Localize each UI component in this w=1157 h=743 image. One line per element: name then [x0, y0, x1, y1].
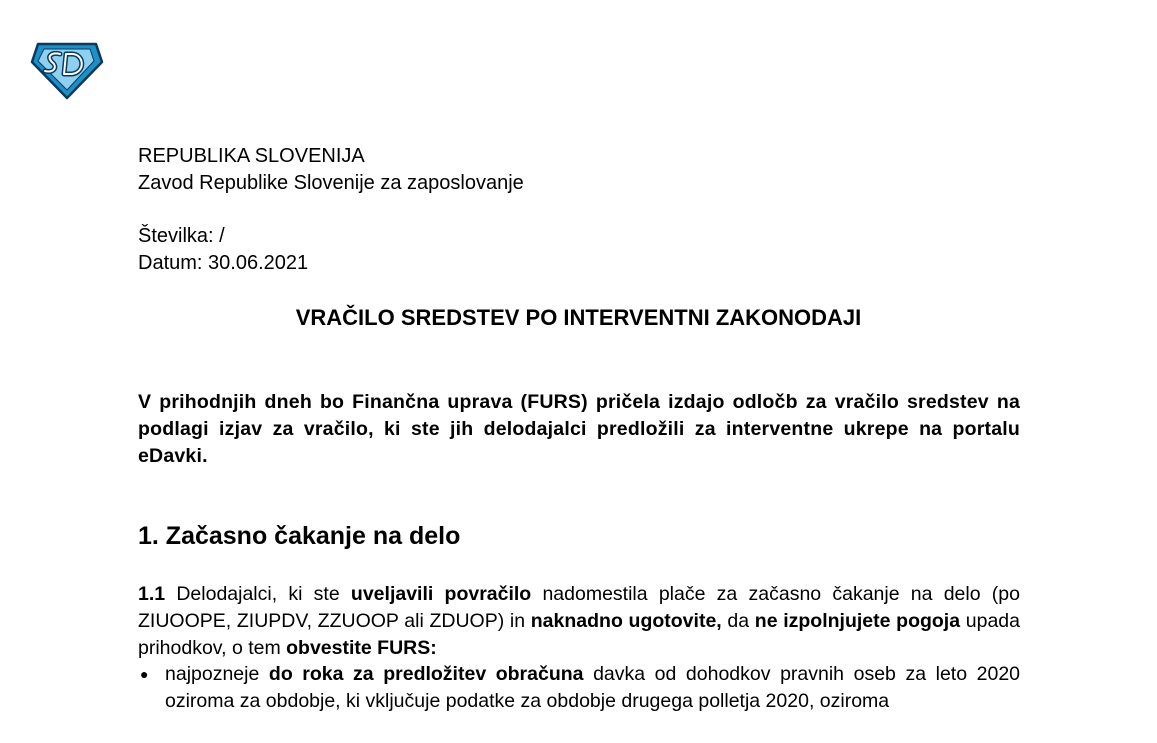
logo-icon: [30, 40, 104, 100]
bullet-list: [138, 661, 1020, 715]
republic-name: REPUBLIKA SLOVENIJA: [138, 145, 365, 167]
date-value: 30.06.2021: [208, 252, 309, 274]
section-heading: 1. Začasno čakanje na delo: [138, 522, 461, 550]
number-label: Številka:: [138, 225, 214, 247]
letterhead: [138, 143, 1020, 197]
number-value: /: [219, 225, 225, 247]
paragraph-number: 1.1: [138, 583, 166, 605]
bullet-icon: ●: [140, 666, 149, 682]
document-meta: [138, 223, 1020, 277]
document-title: VRAČILO SREDSTEV PO INTERVENTNI ZAKONODAJI: [295, 305, 862, 330]
paragraph-1-1: 1.1 Delodajalci, ki ste uveljavili povračilo nadomestila plače za začasno čakanje na delo (po ZIUOOPE, ZIUPDV, ZZUOOP ali ZDUOP) in naknadno ugotovite, da ne izpolnjujete pogoja upada prihodkov, o tem obvestite FURS:: [138, 583, 1020, 659]
date-label: Datum:: [138, 252, 203, 274]
document-date: [138, 250, 1020, 277]
intro-paragraph: V prihodnjih dneh bo Finančna uprava (FURS) pričela izdajo odločb za vračilo sredstev na podlagi izjav za vračilo, ki ste jih delodajalci predložili za interventne ukrepe na portalu eDavki.: [138, 391, 1020, 467]
institution-name: Zavod Republike Slovenije za zaposlovanje: [138, 172, 524, 194]
document-number: [138, 223, 1020, 250]
list-item: ● najpozneje do roka za predložitev obračuna davka od dohodkov pravnih oseb za leto 2020 oziroma za obdobje, ki vključuje podatke za obdobje drugega polletja 2020, oziroma: [140, 663, 1021, 712]
